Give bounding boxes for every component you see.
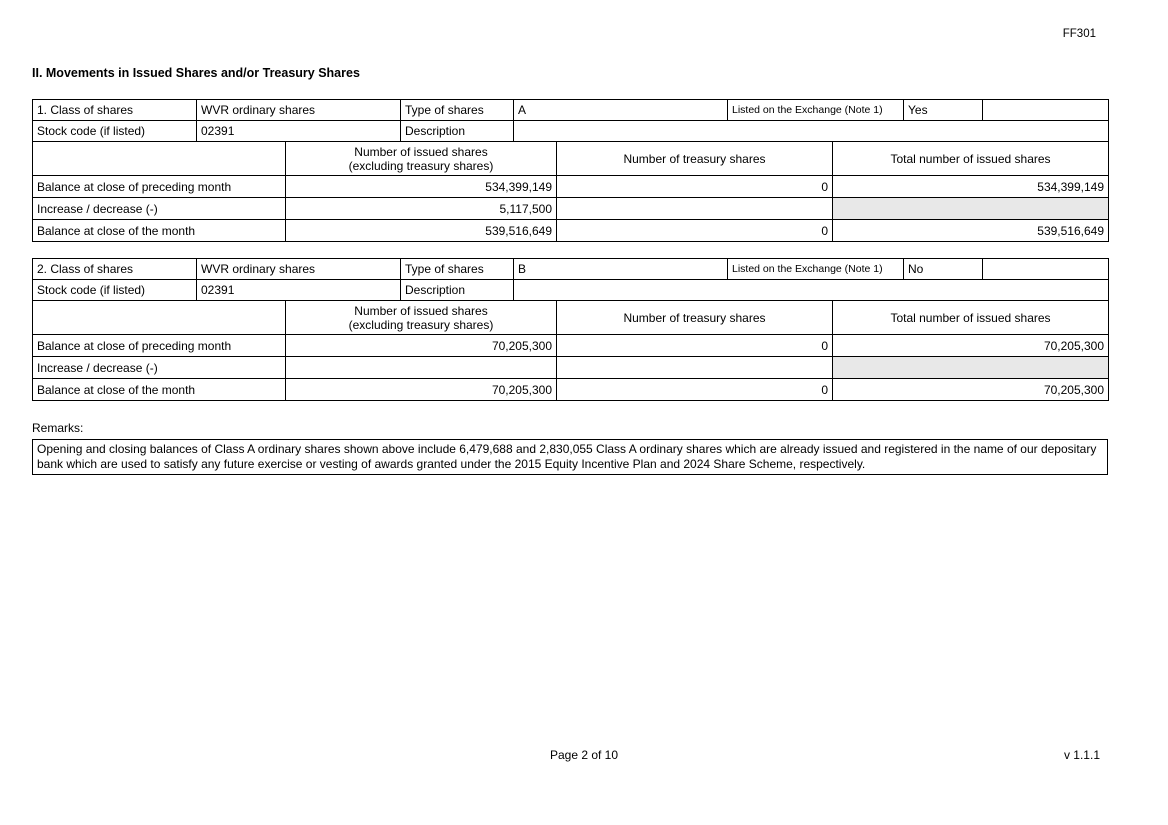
issued-value: 539,516,649: [286, 220, 557, 242]
info-row-stock-code: [33, 280, 1109, 301]
listed-on-exchange-value: Yes: [904, 100, 983, 121]
empty-header-cell: [33, 142, 286, 176]
class-of-shares-label: 1. Class of shares: [33, 100, 197, 121]
form-code: FF301: [1062, 28, 1096, 40]
issued-shares-header-line2: (excluding treasury shares): [348, 158, 494, 173]
issued-shares-header: [286, 142, 557, 176]
issued-shares-header: [286, 301, 557, 335]
table-row-preceding-balance: [33, 176, 1109, 198]
table-row-increase-decrease: [33, 357, 1109, 379]
total-value-shaded: [833, 198, 1109, 220]
class-of-shares-label: 2. Class of shares: [33, 259, 197, 280]
share-movements-table-2: [32, 300, 1109, 401]
share-class-info-table-2: [32, 258, 1109, 301]
remarks-text: Opening and closing balances of Class A ordinary shares shown above include 6,479,688 and 2,830,055 Class A ordinary shares which are already issued and registered in the name of our depositary bank which are used to satisfy any future exercise or vesting of awards granted under the 2015 Equity Incentive Plan and 2024 Share Scheme, respectively.: [32, 439, 1108, 475]
footer-version: v 1.1.1: [1063, 748, 1100, 762]
total-value: 539,516,649: [833, 220, 1109, 242]
treasury-value: [557, 357, 833, 379]
info-row-class: [33, 259, 1109, 280]
description-label: Description: [401, 280, 514, 301]
remarks-label: Remarks:: [32, 421, 84, 435]
total-shares-header: Total number of issued shares: [833, 301, 1109, 335]
issued-value: [286, 357, 557, 379]
issued-shares-header-line2: (excluding treasury shares): [348, 317, 494, 332]
issued-value: 534,399,149: [286, 176, 557, 198]
stock-code-value: 02391: [197, 280, 401, 301]
stock-code-value: 02391: [197, 121, 401, 142]
total-value: 70,205,300: [833, 335, 1109, 357]
share-class-info-table-1: [32, 99, 1109, 142]
description-label: Description: [401, 121, 514, 142]
share-movements-table-1: [32, 141, 1109, 242]
row-label: Increase / decrease (-): [33, 357, 286, 379]
issued-shares-header-line1: Number of issued shares: [354, 303, 488, 318]
total-value: 70,205,300: [833, 379, 1109, 401]
stock-code-label: Stock code (if listed): [33, 280, 197, 301]
share-class-block-1: [32, 99, 1108, 242]
table-row-month-balance: [33, 220, 1109, 242]
table-row-preceding-balance: [33, 335, 1109, 357]
issued-value: 70,205,300: [286, 379, 557, 401]
issued-value: 70,205,300: [286, 335, 557, 357]
class-of-shares-value: WVR ordinary shares: [197, 100, 401, 121]
empty-cell: [983, 100, 1109, 121]
listed-on-exchange-label: Listed on the Exchange (Note 1): [728, 259, 904, 280]
treasury-value: 0: [557, 379, 833, 401]
share-class-block-2: [32, 258, 1108, 401]
listed-on-exchange-label: Listed on the Exchange (Note 1): [728, 100, 904, 121]
treasury-shares-header: Number of treasury shares: [557, 142, 833, 176]
page-content: [32, 66, 1108, 475]
total-value: 534,399,149: [833, 176, 1109, 198]
table-row-month-balance: [33, 379, 1109, 401]
treasury-value: [557, 198, 833, 220]
column-header-row: [33, 142, 1109, 176]
class-of-shares-value: WVR ordinary shares: [197, 259, 401, 280]
issued-value: 5,117,500: [286, 198, 557, 220]
empty-cell: [983, 259, 1109, 280]
stock-code-label: Stock code (if listed): [33, 121, 197, 142]
type-of-shares-label: Type of shares: [401, 100, 514, 121]
treasury-value: 0: [557, 335, 833, 357]
treasury-shares-header: Number of treasury shares: [557, 301, 833, 335]
row-label: Balance at close of preceding month: [33, 176, 286, 198]
type-of-shares-value: B: [514, 259, 728, 280]
column-header-row: [33, 301, 1109, 335]
type-of-shares-value: A: [514, 100, 728, 121]
treasury-value: 0: [557, 176, 833, 198]
treasury-value: 0: [557, 220, 833, 242]
empty-header-cell: [33, 301, 286, 335]
row-label: Balance at close of the month: [33, 220, 286, 242]
section-title: II. Movements in Issued Shares and/or Treasury Shares: [32, 66, 360, 80]
info-row-class: [33, 100, 1109, 121]
issued-shares-header-line1: Number of issued shares: [354, 144, 488, 159]
total-shares-header: Total number of issued shares: [833, 142, 1109, 176]
total-value-shaded: [833, 357, 1109, 379]
table-row-increase-decrease: [33, 198, 1109, 220]
row-label: Balance at close of preceding month: [33, 335, 286, 357]
footer-page-number: Page 2 of 10: [549, 748, 619, 762]
info-row-stock-code: [33, 121, 1109, 142]
description-value: [514, 121, 1109, 142]
description-value: [514, 280, 1109, 301]
remarks-section: [32, 421, 1108, 475]
row-label: Balance at close of the month: [33, 379, 286, 401]
listed-on-exchange-value: No: [904, 259, 983, 280]
row-label: Increase / decrease (-): [33, 198, 286, 220]
type-of-shares-label: Type of shares: [401, 259, 514, 280]
